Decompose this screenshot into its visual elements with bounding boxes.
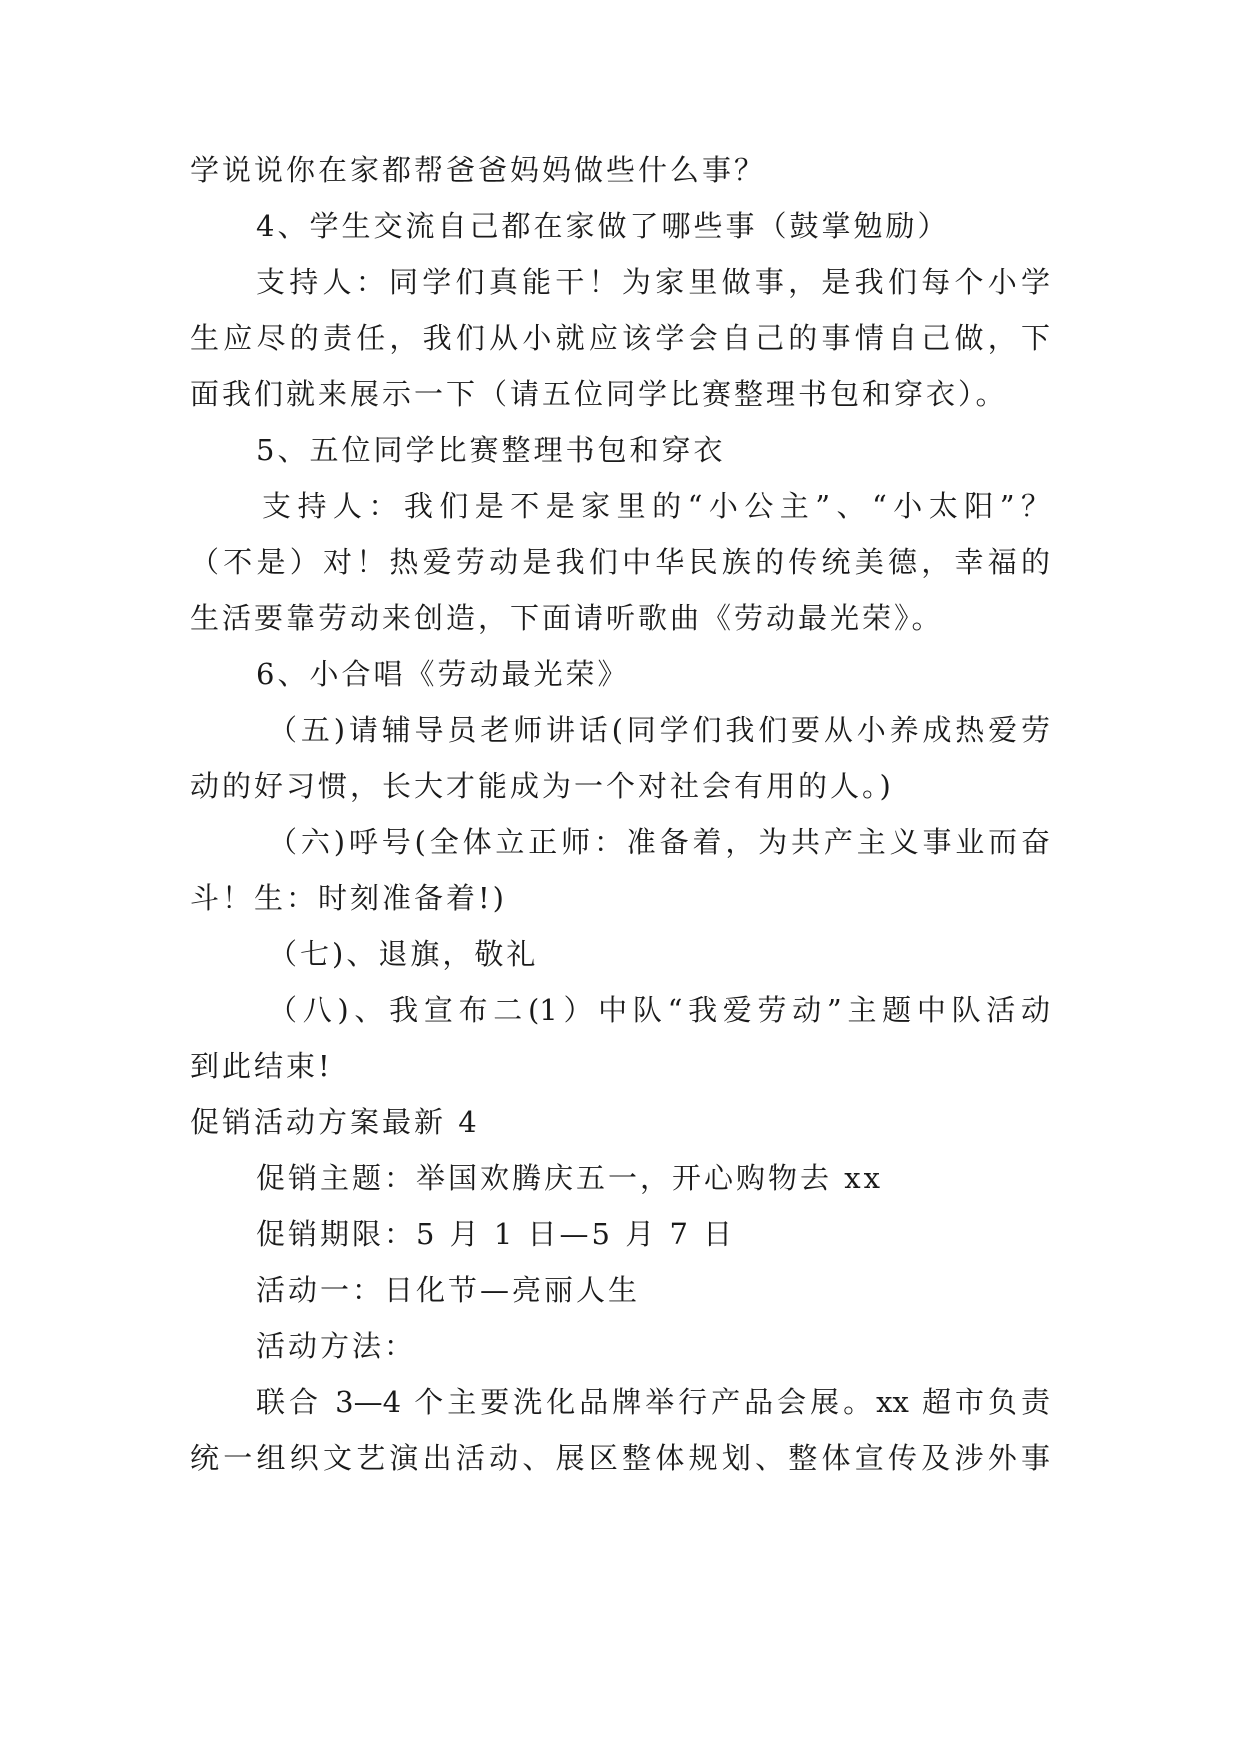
section-six-line-2: 斗！生：时刻准备着!): [190, 881, 507, 915]
section-six-line-1: （六)呼号(全体立正师：准备着，为共产主义事业而奋: [268, 825, 1050, 859]
section-five-line-2: 动的好习惯，长大才能成为一个对社会有用的人。): [190, 769, 894, 803]
section-seven: （七)、退旗，敬礼: [268, 937, 539, 971]
activity-one: 活动一：日化节—亮丽人生: [256, 1273, 641, 1307]
list-item-4: 4、学生交流自己都在家做了哪些事（鼓掌勉励）: [256, 209, 950, 243]
host-paragraph-1-line-3: 面我们就来展示一下（请五位同学比赛整理书包和穿衣）。: [190, 377, 1008, 411]
host-paragraph-2-line-2: （不是）对！热爱劳动是我们中华民族的传统美德，幸福的: [190, 545, 1050, 579]
list-item-6: 6、小合唱《劳动最光荣》: [256, 657, 630, 691]
host-paragraph-1-line-2: 生应尽的责任，我们从小就应该学会自己的事情自己做，下: [190, 321, 1050, 355]
list-item-5: 5、五位同学比赛整理书包和穿衣: [256, 433, 726, 467]
activity-method: 活动方法：: [256, 1329, 417, 1363]
paragraph-line-1: 学说说你在家都帮爸爸妈妈做些什么事？: [190, 153, 767, 187]
promo-theme: 促销主题：举国欢腾庆五一，开心购物去 xx: [256, 1161, 883, 1195]
section-heading: 促销活动方案最新 4: [190, 1105, 480, 1139]
section-eight-line-1: （八)、我宣布二(1）中队“我爱劳动”主题中队活动: [268, 993, 1050, 1027]
method-paragraph-line-1: 联合 3—4 个主要洗化品牌举行产品会展。xx 超市负责: [256, 1385, 1050, 1419]
promo-period: 促销期限：5 月 1 日—5 月 7 日: [256, 1217, 736, 1251]
section-eight-line-2: 到此结束!: [190, 1049, 333, 1083]
host-paragraph-1-line-1: 支持人：同学们真能干！为家里做事，是我们每个小学: [256, 265, 1050, 299]
host-paragraph-2-line-3: 生活要靠劳动来创造，下面请听歌曲《劳动最光荣》。: [190, 601, 944, 635]
host-paragraph-2-line-1: 支持人：我们是不是家里的“小公主”、“小太阳”？: [262, 489, 1050, 523]
method-paragraph-line-2: 统一组织文艺演出活动、展区整体规划、整体宣传及涉外事: [190, 1441, 1050, 1475]
section-five-line-1: （五)请辅导员老师讲话(同学们我们要从小养成热爱劳: [268, 713, 1050, 747]
